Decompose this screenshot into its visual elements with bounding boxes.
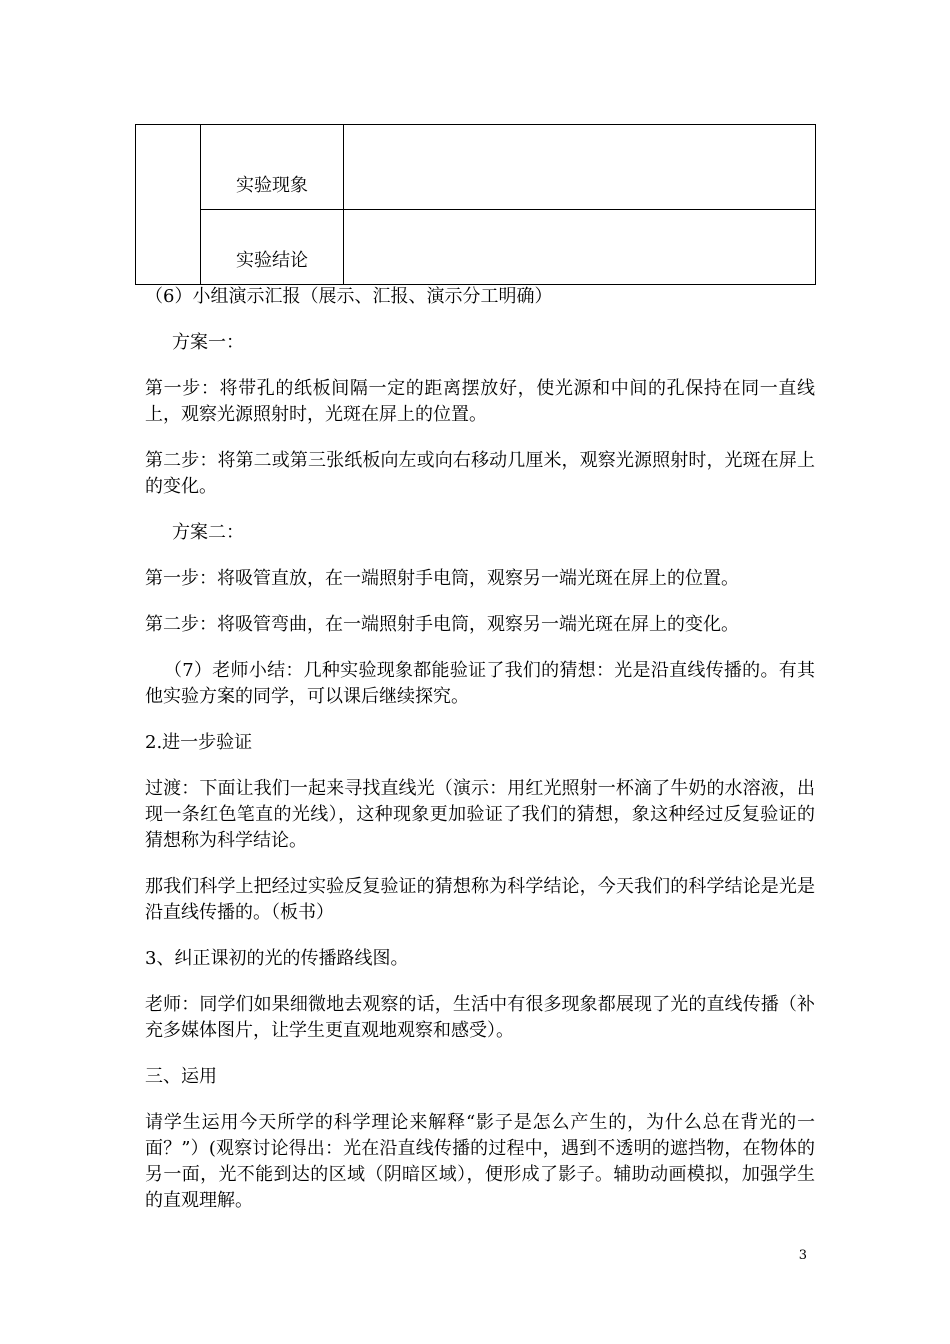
page-number: 3 [798, 1248, 807, 1263]
paragraph-plan-two: 方案二： [172, 522, 244, 543]
experiment-record-table [135, 124, 816, 285]
phenomenon-value [344, 125, 816, 210]
paragraph-application-heading: 三、运用 [145, 1066, 217, 1087]
conclusion-label: 实验结论 [201, 210, 344, 285]
conclusion-value [344, 210, 816, 285]
table-row [136, 125, 816, 210]
paragraph-plan-two-step-two: 第二步：将吸管弯曲，在一端照射手电筒，观察另一端光斑在屏上的变化。 [145, 614, 739, 635]
merged-blank-cell [136, 125, 201, 285]
table-row [136, 210, 816, 285]
paragraph-teacher-observation: 老师：同学们如果细微地去观察的话，生活中有很多现象都展现了光的直线传播（补充多媒体图片，让学生更直观地观察和感受）。 [145, 994, 815, 1041]
paragraph-correct-diagram: 3、纠正课初的光的传播路线图。 [145, 948, 409, 969]
paragraph-plan-two-step-one: 第一步：将吸管直放，在一端照射手电筒，观察另一端光斑在屏上的位置。 [145, 568, 739, 589]
phenomenon-label: 实验现象 [201, 125, 344, 210]
paragraph-plan-one-step-one: 第一步：将带孔的纸板间隔一定的距离摆放好，使光源和中间的孔保持在同一直线上，观察光源照射时，光斑在屏上的位置。 [145, 378, 815, 425]
paragraph-transition: 过渡：下面让我们一起来寻找直线光（演示：用红光照射一杯滴了牛奶的水溶液，出现一条红色笔直的光线），这种现象更加验证了我们的猜想，象这种经过反复验证的猜想称为科学结论。 [145, 778, 815, 851]
paragraph-plan-one-step-two: 第二步：将第二或第三张纸板向左或向右移动几厘米，观察光源照射时，光斑在屏上的变化。 [145, 450, 815, 497]
body-text [145, 284, 815, 1234]
paragraph-scientific-conclusion: 那我们科学上把经过实验反复验证的猜想称为科学结论，今天我们的科学结论是光是沿直线传播的。（板书） [145, 876, 815, 923]
paragraph-shadow-explanation: 请学生运用今天所学的科学理论来解释“影子是怎么产生的，为什么总在背光的一面？”）(观察讨论得出：光在沿直线传播的过程中，遇到不透明的遮挡物，在物体的另一面，光不能到达的区域（阴暗区域），便形成了影子。辅助动画模拟，加强学生的直观理解。 [145, 1112, 815, 1211]
paragraph-plan-one: 方案一： [172, 332, 244, 353]
paragraph-teacher-summary: （7）老师小结：几种实验现象都能验证了我们的猜想：光是沿直线传播的。有其他实验方案的同学，可以课后继续探究。 [145, 660, 815, 707]
paragraph-group-report: （6）小组演示汇报（展示、汇报、演示分工明确） [145, 286, 553, 307]
paragraph-further-verification: 2.进一步验证 [145, 732, 253, 753]
